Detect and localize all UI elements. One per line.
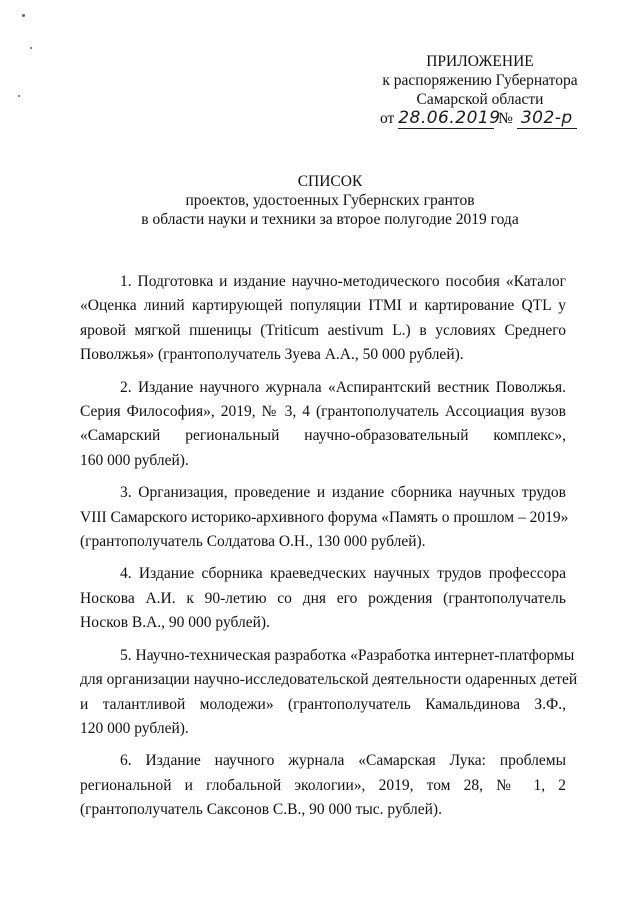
list-item-line: «Самарский региональный научно-образовательный комплекс», — [80, 427, 566, 445]
list-item — [80, 481, 569, 554]
list-item — [80, 562, 566, 635]
list-item-line: «Оценка линий картирующей популяции ITMI и картирование QTL у — [80, 297, 566, 315]
number-prefix: № — [498, 110, 513, 127]
list-item-line: Поволжья» (грантополучатель Зуева А.А., 50 000 рублей). — [80, 346, 464, 364]
list-item-line: региональной и глобальной экологии», 2019, том 28, № 1, 2 — [80, 776, 566, 794]
scan-speck — [30, 47, 32, 49]
list-item — [80, 644, 578, 742]
scan-speck — [18, 95, 20, 97]
appendix-line-1: к распоряжению Губернатора — [382, 72, 578, 89]
list-item — [80, 749, 566, 822]
handwritten-date: 28.06.2019 — [398, 108, 501, 128]
list-item-line — [80, 270, 566, 294]
projects-list — [80, 270, 578, 831]
list-item — [80, 376, 566, 474]
list-item-line — [80, 376, 566, 400]
list-item-line: 160 000 рублей). — [80, 451, 189, 469]
list-item-line: Носкова А.И. к 90-летию со дня его рождения (грантополучатель — [80, 589, 566, 607]
list-subtitle-2: в области науки и техники за второе полугодие 2019 года — [141, 211, 519, 228]
list-item-line: и талантливой молодежи» (грантополучатель Камальдинова З.Ф., — [80, 695, 566, 713]
appendix-block — [360, 52, 600, 129]
list-item-text: Издание научного журнала «Самарская Лука: проблемы — [145, 752, 566, 770]
list-item-line — [80, 644, 575, 668]
list-item-number: 1. — [120, 273, 132, 290]
handwritten-number: 302-р — [517, 109, 577, 129]
list-item-text: Издание сборника краеведческих научных трудов профессора — [138, 565, 566, 583]
list-item-line — [80, 481, 566, 505]
list-item-text: Подготовка и издание научно-методического пособия «Каталог — [137, 273, 566, 290]
list-item-line: Серия Философия», 2019, № 3, 4 (грантополучатель Ассоциация вузов — [80, 403, 566, 421]
list-item-text: Научно-техническая разработка «Разработка интернет-платформы — [135, 646, 575, 664]
appendix-date-row — [360, 109, 600, 129]
appendix-line-2: Самарской области — [416, 91, 544, 108]
list-item-number: 5. — [120, 646, 132, 664]
scan-speck — [22, 14, 25, 17]
list-item-line — [80, 749, 566, 773]
list-item-number: 6. — [120, 752, 132, 770]
list-item-number: 2. — [120, 378, 132, 396]
list-item-number: 4. — [120, 565, 132, 583]
list-item-text: Организация, проведение и издание сборника научных трудов — [138, 484, 566, 502]
list-item-line: VIII Самарского историко-архивного форума «Память о прошлом – 2019» — [80, 508, 569, 526]
list-item-line: (грантополучатель Саксонов С.В., 90 000 тыс. рублей). — [80, 801, 442, 819]
list-item-line: 120 000 рублей). — [80, 719, 189, 737]
list-item-line: для организации научно-исследовательской деятельности одаренных детей — [80, 671, 578, 689]
list-item-text: Издание научного журнала «Аспирантский вестник Поволжья. — [137, 378, 566, 396]
list-subtitle-1: проектов, удостоенных Губернских грантов — [185, 192, 475, 209]
list-item — [80, 270, 566, 368]
list-item-line: (грантополучатель Солдатова О.Н., 130 000 рублей). — [80, 533, 426, 551]
list-item-line: яровой мягкой пшеницы (Triticum aestivum L.) в условиях Среднего — [80, 321, 566, 339]
list-header — [80, 172, 580, 229]
list-item-number: 3. — [120, 484, 132, 502]
appendix-title: ПРИЛОЖЕНИЕ — [426, 53, 534, 70]
date-prefix: от — [380, 110, 395, 127]
list-title: СПИСОК — [297, 173, 363, 190]
list-item-line: Носков В.А., 90 000 рублей). — [80, 614, 270, 632]
list-item-line — [80, 562, 566, 586]
